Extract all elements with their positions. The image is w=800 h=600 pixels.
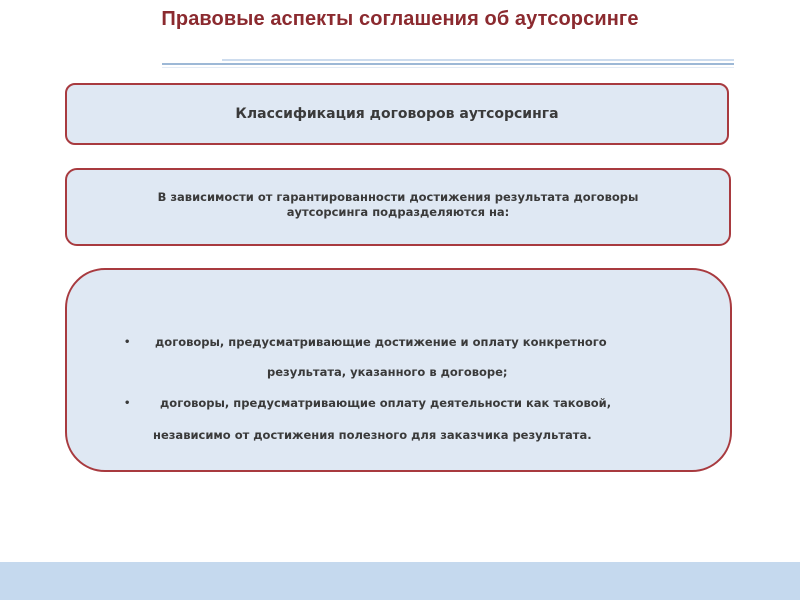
intro-line-1: В зависимости от гарантированности достижения результата договоры <box>157 190 639 204</box>
list-item-2-line-1: договоры, предусматривающие оплату деятельности как таковой, <box>160 396 612 410</box>
list-bullet-2: • <box>124 398 131 409</box>
classification-heading-box <box>65 83 729 145</box>
title-underline-bottom <box>162 67 734 68</box>
contract-types-list-box <box>65 268 732 472</box>
list-bullet-1: • <box>124 337 131 348</box>
list-item-1-line-2: результата, указанного в договоре; <box>267 365 508 379</box>
list-item-2-line-2: независимо от достижения полезного для заказчика результата. <box>153 428 592 442</box>
footer-band <box>0 562 800 600</box>
intro-box <box>65 168 731 246</box>
classification-heading-text: Классификация договоров аутсорсинга <box>235 106 559 122</box>
intro-line-2: аутсорсинга подразделяются на: <box>286 205 510 219</box>
title-underline-top <box>222 59 734 61</box>
title-underline <box>162 63 734 65</box>
list-item-1-line-1: договоры, предусматривающие достижение и оплату конкретного <box>155 335 607 349</box>
slide-title: Правовые аспекты соглашения об аутсорсинге <box>161 8 639 30</box>
